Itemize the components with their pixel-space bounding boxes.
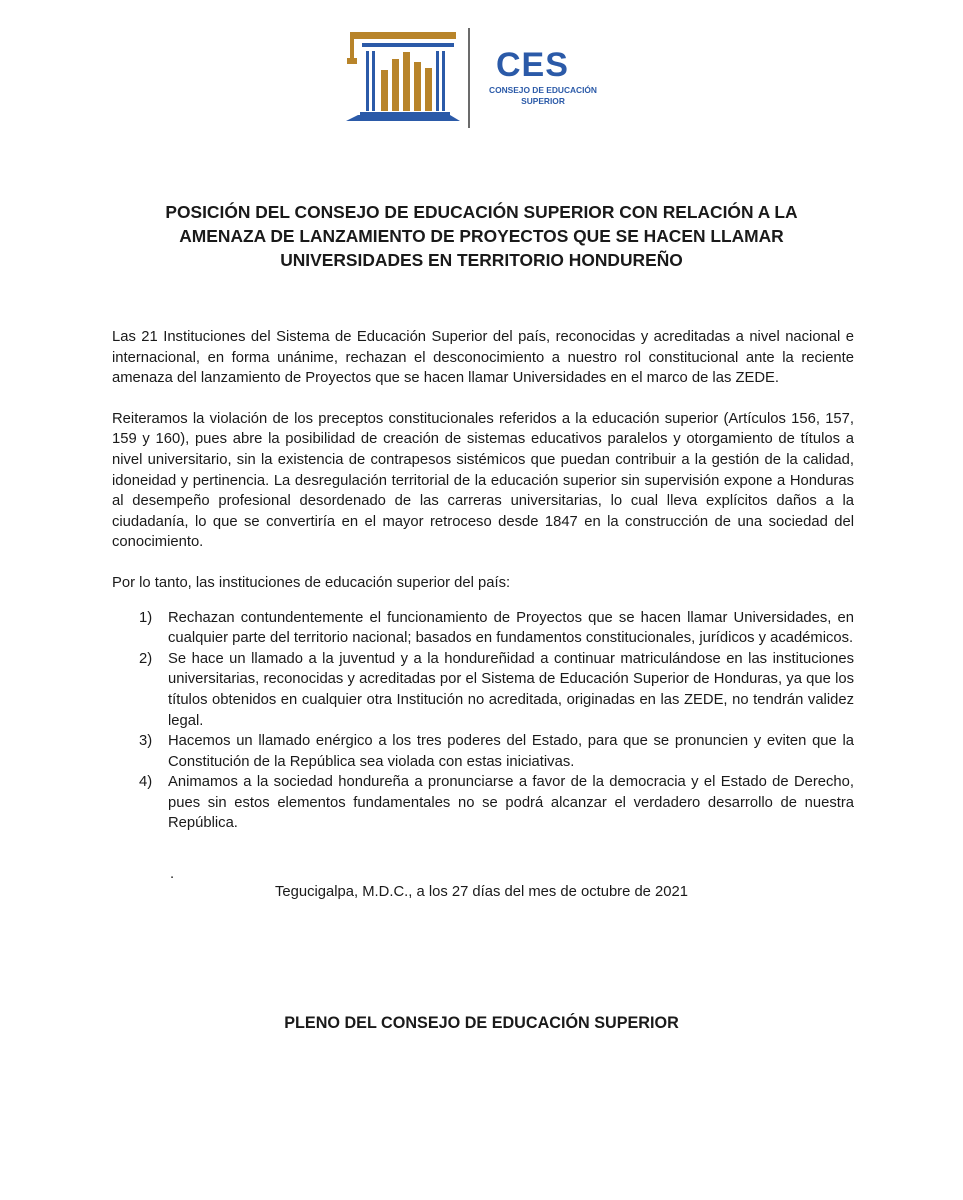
logo-name-line-1: CONSEJO DE EDUCACIÓN (489, 85, 597, 95)
list-item-number: 1) (139, 609, 153, 626)
list-item (112, 772, 854, 834)
list-item-text: Animamos a la sociedad hondureña a pronunciarse a favor de la democracia y el Estado de Derecho, pues sin estos elementos fundamentales no se podrá alcanzar el verdadero desarrollo de nuestra República. (168, 774, 854, 832)
list-item-text: Se hace un llamado a la juventud y a la hondureñidad a continuar matriculándose en las instituciones universitarias, reconocidas y acreditadas por el Sistema de Educación Superior de Honduras, ya que los títulos obtenidos en cualquier otra Institución no acreditada, originadas en las ZEDE, no tendrán validez legal. (168, 650, 854, 729)
list-item-number: 3) (139, 733, 153, 750)
paragraph-intro: Las 21 Instituciones del Sistema de Educación Superior del país, reconocidas y acreditadas a nivel nacional e internacional, en forma unánime, rechazan el desconocimiento a nuestro rol constitucional ante la reciente amenaza del lanzamiento de Proyectos que se hacen llamar Universidades en el marco de las ZEDE. (112, 329, 854, 387)
logo-divider (468, 28, 470, 128)
list-item-text: Rechazan contundentemente el funcionamiento de Proyectos que se hacen llamar Universidades, en cualquier parte del territorio nacional; basados en fundamentos constitucionales, jurídicos y académicos. (168, 609, 854, 647)
stray-mark: . (170, 866, 175, 882)
signature-block: PLENO DEL CONSEJO DE EDUCACIÓN SUPERIOR (284, 1014, 679, 1032)
date-line: Tegucigalpa, M.D.C., a los 27 días del mes de octubre de 2021 (275, 884, 688, 900)
list-item (112, 731, 854, 772)
title-line-3: UNIVERSIDADES EN TERRITORIO HONDUREÑO (280, 250, 683, 270)
title-line-2: AMENAZA DE LANZAMIENTO DE PROYECTOS QUE SE HACEN LLAMAR (179, 226, 784, 246)
ces-emblem-icon (340, 24, 464, 124)
list-item-number: 4) (139, 774, 153, 791)
list-item (112, 608, 854, 649)
document-body (112, 327, 854, 834)
logo-name-line-2: SUPERIOR (521, 95, 565, 106)
resolution-list (112, 608, 854, 835)
title-line-1: POSICIÓN DEL CONSEJO DE EDUCACIÓN SUPERIOR CON RELACIÓN A LA (165, 202, 798, 222)
list-item (112, 649, 854, 731)
ces-logo (340, 24, 600, 132)
list-item-text: Hacemos un llamado enérgico a los tres poderes del Estado, para que se pronuncien y eviten que la Constitución de la República sea violada con estas iniciativas. (168, 733, 854, 770)
logo-abbreviation: CES (496, 46, 569, 84)
paragraph-violation: Reiteramos la violación de los preceptos constitucionales referidos a la educación superior (Artículos 156, 157, 159 y 160), pues abre la posibilidad de creación de sistemas educativos paralelos y otorgamiento de títulos a nivel universitario, sin la existencia de contrapesos sistémicos que puedan contribuir a la gestión de la calidad, idoneidad y pertinencia. La desregulación territorial de la educación superior sin supervisión expone a Honduras al desempeño profesional desordenado de las carreras universitarias, lo cual lleva explícitos daños a la ciudadanía, lo que se convertiría en el mayor retroceso desde 1847 en la construcción de una sociedad del conocimiento. (112, 410, 854, 551)
document-title (100, 200, 863, 272)
list-item-number: 2) (139, 650, 153, 667)
paragraph-therefore: Por lo tanto, las instituciones de educación superior del país: (112, 574, 511, 591)
logo-organization-name (480, 85, 606, 107)
